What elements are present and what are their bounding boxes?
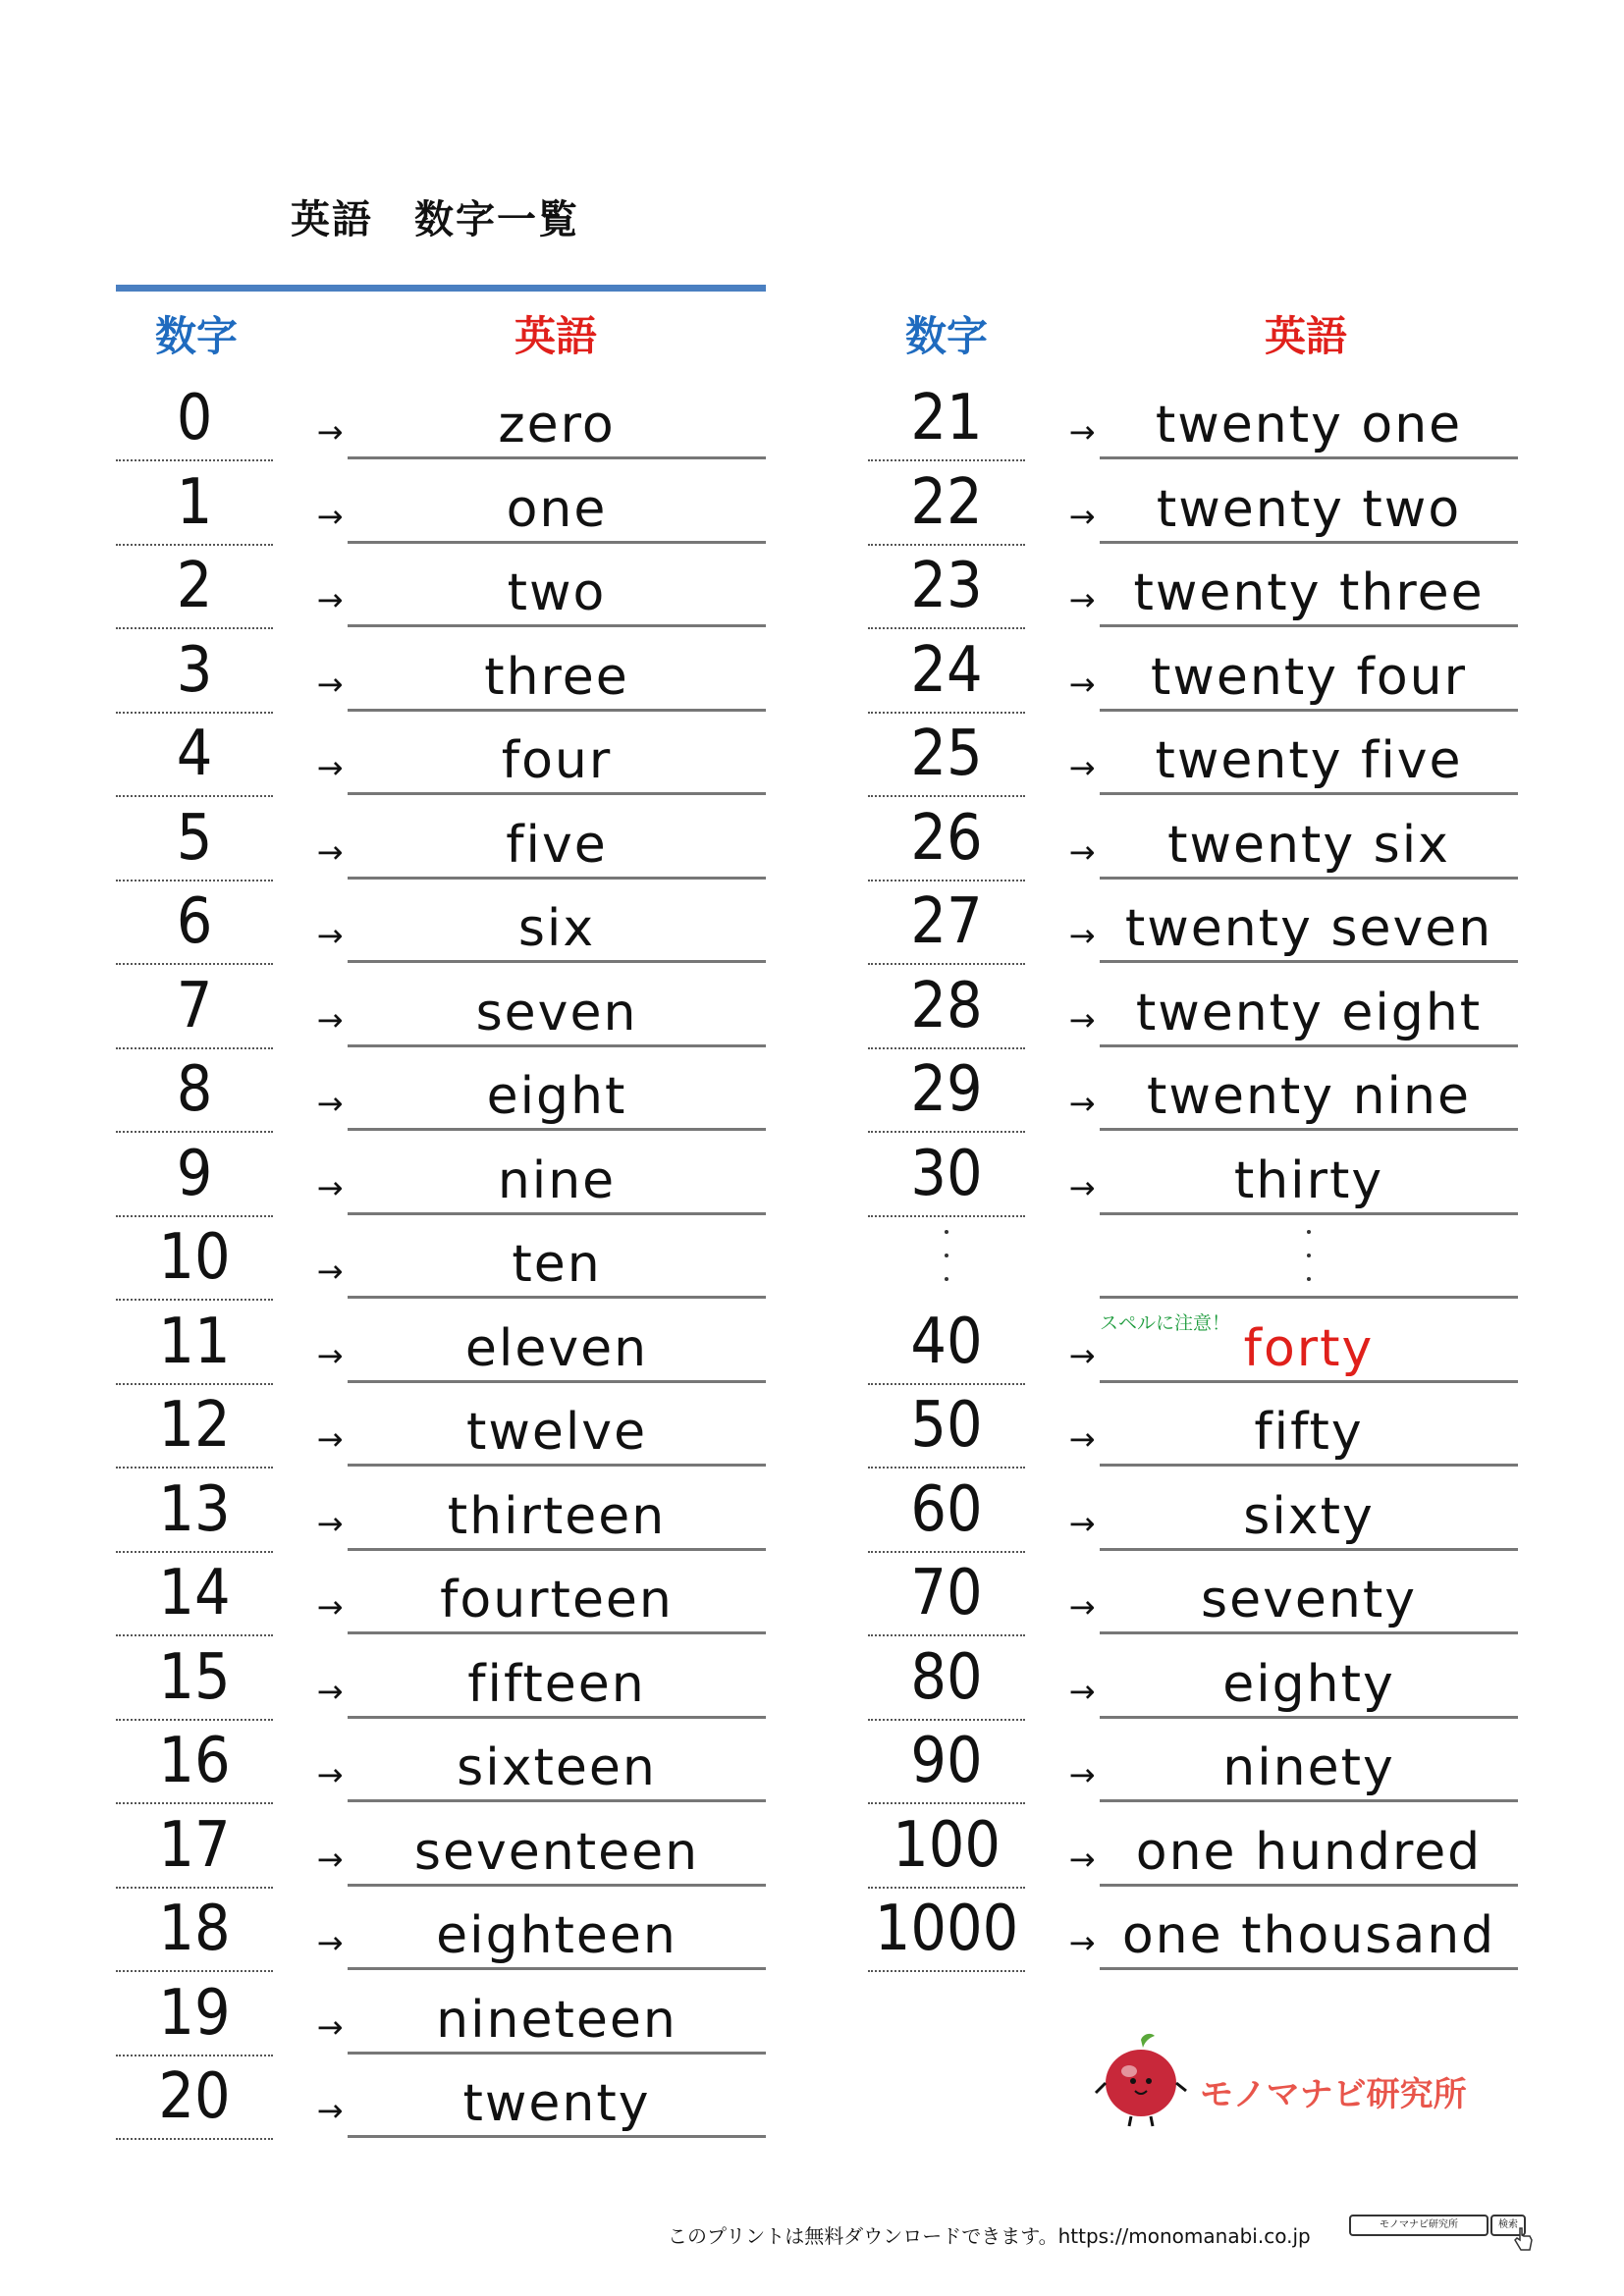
page-title: 英語 数字一覧 [291,197,579,242]
english-word-cell: fourteen [348,1552,766,1634]
number-cell: 15 [116,1636,273,1721]
english-word-cell: zero [348,377,766,459]
english-word-cell: eight [348,1048,766,1131]
english-word-cell: twenty five [1100,713,1518,795]
number-cell: 26 [868,797,1025,881]
arrow-icon: → [316,1336,344,1374]
number-cell: 8 [116,1048,273,1133]
number-cell: 18 [116,1888,273,1972]
english-word-cell: six [348,881,766,963]
arrow-icon: → [316,1504,344,1542]
english-word-cell: twenty seven [1100,881,1518,963]
english-word-cell: seven [348,965,766,1047]
arrow-icon: → [1068,497,1096,535]
logo-text: モノマナビ研究所 [1200,2075,1467,2114]
arrow-icon: → [1068,581,1096,618]
arrow-icon: → [1068,832,1096,871]
left-row [116,1888,766,1972]
footer-search-button: 検索 [1490,2215,1526,2236]
english-word-cell: ninety [1100,1720,1518,1802]
right-row [868,1888,1518,1972]
arrow-icon: → [316,1756,344,1793]
english-word-cell: nineteen [348,1972,766,2055]
right-row [868,881,1518,965]
number-cell: 60 [868,1468,1025,1553]
number-cell: 11 [116,1301,273,1385]
arrow-icon: → [316,1420,344,1458]
left-row [116,377,766,461]
english-word-cell: thirteen [348,1468,766,1551]
left-row [116,1720,766,1804]
right-row [868,1216,1518,1301]
number-cell: 24 [868,629,1025,714]
left-row [116,1972,766,2056]
number-cell: 2 [116,545,273,629]
english-word-cell: one [348,461,766,544]
english-word-cell: twenty four [1100,629,1518,712]
left-row [116,1384,766,1468]
left-row [116,461,766,546]
left-row [116,1216,766,1301]
left-row [116,1636,766,1721]
left-row [116,1048,766,1133]
arrow-icon: → [316,665,344,703]
arrow-icon: → [316,917,344,954]
left-row [116,2056,766,2140]
arrow-icon: → [1068,1000,1096,1039]
number-cell: 23 [868,545,1025,629]
english-word-cell: sixty [1100,1468,1518,1551]
right-row [868,1636,1518,1721]
right-row [868,1133,1518,1217]
english-word-cell: ten [348,1216,766,1299]
arrow-icon: → [316,749,344,786]
english-word-cell: twenty nine [1100,1048,1518,1131]
arrow-icon: → [316,413,344,451]
english-word-cell: twelve [348,1384,766,1467]
number-cell: 30 [868,1133,1025,1217]
number-cell: 4 [116,713,273,797]
english-word-cell: forty [1100,1301,1518,1383]
right-row [868,1552,1518,1636]
right-row [868,377,1518,461]
english-word-cell: one thousand [1100,1888,1518,1970]
right-number-list [868,377,1518,1972]
number-cell: 29 [868,1048,1025,1133]
logo [1082,2032,1475,2130]
right-row [868,545,1518,629]
number-cell: 5 [116,797,273,881]
arrow-icon: → [316,1000,344,1039]
english-word-cell: twenty [348,2056,766,2138]
english-word-cell: fifty [1100,1384,1518,1467]
number-cell: 1 [116,461,273,546]
number-cell: 12 [116,1384,273,1468]
arrow-icon: → [316,581,344,618]
hand-cursor-icon [1512,2226,1534,2252]
arrow-icon: → [316,1840,344,1878]
left-english-header: 英語 [514,312,598,360]
english-word-cell: fifteen [348,1636,766,1719]
number-cell: 6 [116,881,273,965]
right-row [868,1720,1518,1804]
english-word-cell: twenty two [1100,461,1518,544]
right-row [868,1048,1518,1133]
spelling-note: スペルに注意！ [1100,1311,1231,1334]
arrow-icon: → [1068,1588,1096,1626]
number-cell: 28 [868,965,1025,1049]
arrow-icon: → [316,2007,344,2046]
number-cell: 22 [868,461,1025,546]
english-word-cell: thirty [1100,1133,1518,1215]
left-row [116,881,766,965]
number-cell: 27 [868,881,1025,965]
arrow-icon: → [1068,1336,1096,1374]
arrow-icon: → [1068,1420,1096,1458]
title-rule [116,285,766,292]
english-word-cell: four [348,713,766,795]
english-word-cell: eighty [1100,1636,1518,1719]
right-row [868,797,1518,881]
english-word-cell: nine [348,1133,766,1215]
left-row [116,1133,766,1217]
arrow-icon: → [1068,1672,1096,1710]
arrow-icon: → [316,1672,344,1710]
right-row [868,1804,1518,1889]
arrow-icon: → [316,1168,344,1206]
english-word-cell: twenty eight [1100,965,1518,1047]
right-row [868,629,1518,714]
english-word-cell: sixteen [348,1720,766,1802]
arrow-icon: → [1068,1085,1096,1122]
number-cell: 14 [116,1552,273,1636]
arrow-icon: → [1068,1504,1096,1542]
right-row [868,713,1518,797]
english-word-cell: three [348,629,766,712]
arrow-icon: → [316,1253,344,1290]
number-cell: 25 [868,713,1025,797]
left-row [116,965,766,1049]
arrow-icon: → [1068,1168,1096,1206]
left-row [116,713,766,797]
arrow-icon: → [316,832,344,871]
number-cell: 3 [116,629,273,714]
english-word-cell: twenty six [1100,797,1518,880]
footer-text: このプリントは無料ダウンロードできます。https://monomanabi.co.jp [668,2224,1311,2248]
left-row [116,797,766,881]
number-cell: 9 [116,1133,273,1217]
right-english-header: 英語 [1265,312,1348,360]
number-cell: 13 [116,1468,273,1553]
left-row [116,629,766,714]
arrow-icon: → [316,1085,344,1122]
number-cell: 21 [868,377,1025,461]
right-number-header: 数字 [905,312,989,360]
number-cell: 20 [116,2056,273,2140]
right-row [868,1301,1518,1385]
arrow-icon: → [1068,665,1096,703]
right-row [868,461,1518,546]
english-word-cell: twenty one [1100,377,1518,459]
left-row [116,1468,766,1553]
english-word-cell [1100,1216,1518,1299]
arrow-icon: → [1068,1756,1096,1793]
number-cell: 10 [116,1216,273,1301]
arrow-icon: → [1068,749,1096,786]
left-row [116,1804,766,1889]
number-cell: 1000 [868,1888,1025,1972]
arrow-icon: → [1068,413,1096,451]
number-cell: 16 [116,1720,273,1804]
right-row [868,965,1518,1049]
arrow-icon: → [316,1588,344,1626]
footer-search-field: モノマナビ研究所 [1349,2215,1489,2236]
arrow-icon: → [1068,917,1096,954]
right-row [868,1384,1518,1468]
arrow-icon: → [316,1924,344,1961]
arrow-icon: → [1068,1924,1096,1961]
english-word-cell: two [348,545,766,627]
apple-mascot-icon [1092,2032,1190,2130]
left-number-header: 数字 [155,312,239,360]
english-word-cell: seventeen [348,1804,766,1887]
left-number-list [116,377,766,2140]
english-word-cell: eleven [348,1301,766,1383]
number-cell: 0 [116,377,273,461]
english-word-cell: twenty three [1100,545,1518,627]
number-cell: 7 [116,965,273,1049]
english-word-cell: five [348,797,766,880]
number-cell: 90 [868,1720,1025,1804]
english-word-cell: one hundred [1100,1804,1518,1887]
arrow-icon: → [316,497,344,535]
number-cell: 80 [868,1636,1025,1721]
number-cell: 70 [868,1552,1025,1636]
left-row [116,1552,766,1636]
arrow-icon: → [1068,1840,1096,1878]
english-word-cell: seventy [1100,1552,1518,1634]
number-cell: 19 [116,1972,273,2056]
right-row [868,1468,1518,1553]
number-cell: 50 [868,1384,1025,1468]
left-row [116,545,766,629]
english-word-cell: eighteen [348,1888,766,1970]
number-cell: 17 [116,1804,273,1889]
ellipsis-icon [942,1230,951,1291]
left-row [116,1301,766,1385]
arrow-icon: → [316,2092,344,2129]
number-cell: 40 [868,1301,1025,1385]
number-cell: 100 [868,1804,1025,1889]
